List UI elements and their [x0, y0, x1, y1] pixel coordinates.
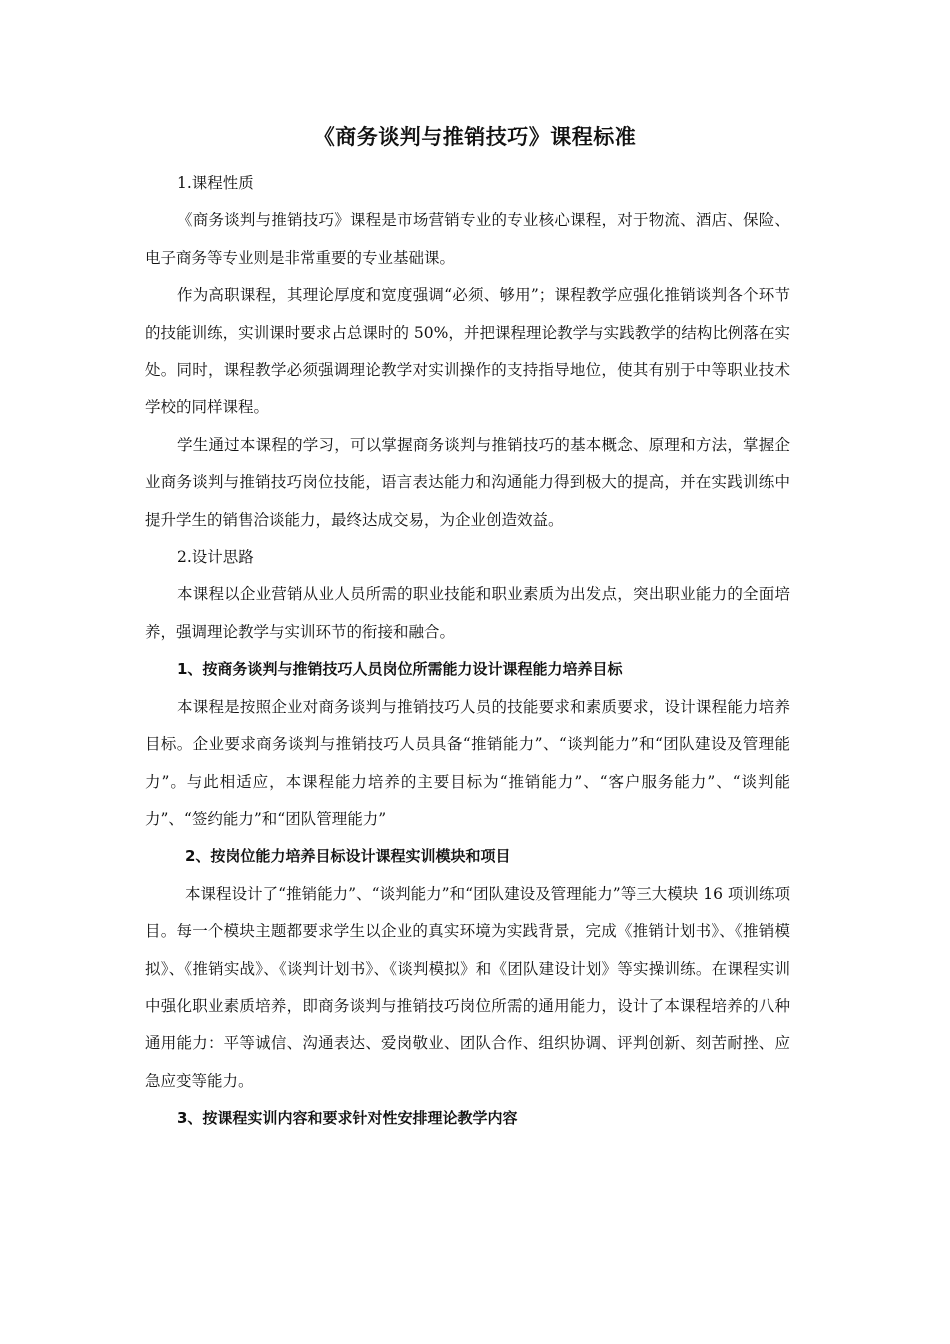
paragraph-course-nature-2: 作为高职课程，其理论厚度和宽度强调“必须、够用”；课程教学应强化推销谈判各个环节的技能训练，实训课时要求占总课时的 50%，并把课程理论教学与实践教学的结构比例落在实处。同时，课程教学必须强调理论教学对实训操作的支持指导地位，使其有别于中等职业技术学校的同样课程。: [145, 286, 790, 417]
document-title: 《商务谈判与推销技巧》课程标准: [313, 125, 637, 149]
subheading-training-modules: 2、按岗位能力培养目标设计课程实训模块和项目: [185, 847, 511, 866]
paragraph-course-nature-3: 学生通过本课程的学习，可以掌握商务谈判与推销技巧的基本概念、原理和方法，掌握企业商务谈判与推销技巧岗位技能，语言表达能力和沟通能力得到极大的提高，并在实践训练中提升学生的销售洽谈能力，最终达成交易，为企业创造效益。: [145, 435, 790, 529]
paragraph-training-modules: 本课程设计了“推销能力”、“谈判能力”和“团队建设及管理能力”等三大模块 16 项训练项目。每一个模块主题都要求学生以企业的真实环境为实践背景，完成《推销计划书》、《推销模拟》、《推销实战》、《谈判计划书》、《谈判模拟》和《团队建设计划》等实操训练。在课程实训中强化职业素质培养，即商务谈判与推销技巧岗位所需的通用能力，设计了本课程培养的八种通用能力：平等诚信、沟通表达、爱岗敬业、团队合作、组织协调、评判创新、刻苦耐挫、应急应变等能力。: [145, 884, 790, 1090]
paragraph-ability-goals: 本课程是按照企业对商务谈判与推销技巧人员的技能要求和素质要求，设计课程能力培养目标。企业要求商务谈判与推销技巧人员具备“推销能力”、“谈判能力”和“团队建设及管理能力”。与此相适应，本课程能力培养的主要目标为“推销能力”、“客户服务能力”、“谈判能力”、“签约能力”和“团队管理能力”: [145, 697, 790, 828]
subheading-theory-content: 3、按课程实训内容和要求针对性安排理论教学内容: [177, 1109, 518, 1128]
section-heading-course-nature: 1.课程性质: [177, 174, 254, 192]
paragraph-course-nature-1: 《商务谈判与推销技巧》课程是市场营销专业的专业核心课程，对于物流、酒店、保险、电子商务等专业则是非常重要的专业基础课。: [145, 211, 790, 267]
subheading-ability-goals: 1、按商务谈判与推销技巧人员岗位所需能力设计课程能力培养目标: [177, 660, 623, 679]
section-heading-design-idea: 2.设计思路: [177, 548, 254, 567]
document-body: [145, 165, 790, 1138]
paragraph-design-idea-1: 本课程以企业营销从业人员所需的职业技能和职业素质为出发点，突出职业能力的全面培养，强调理论教学与实训环节的衔接和融合。: [145, 585, 790, 641]
